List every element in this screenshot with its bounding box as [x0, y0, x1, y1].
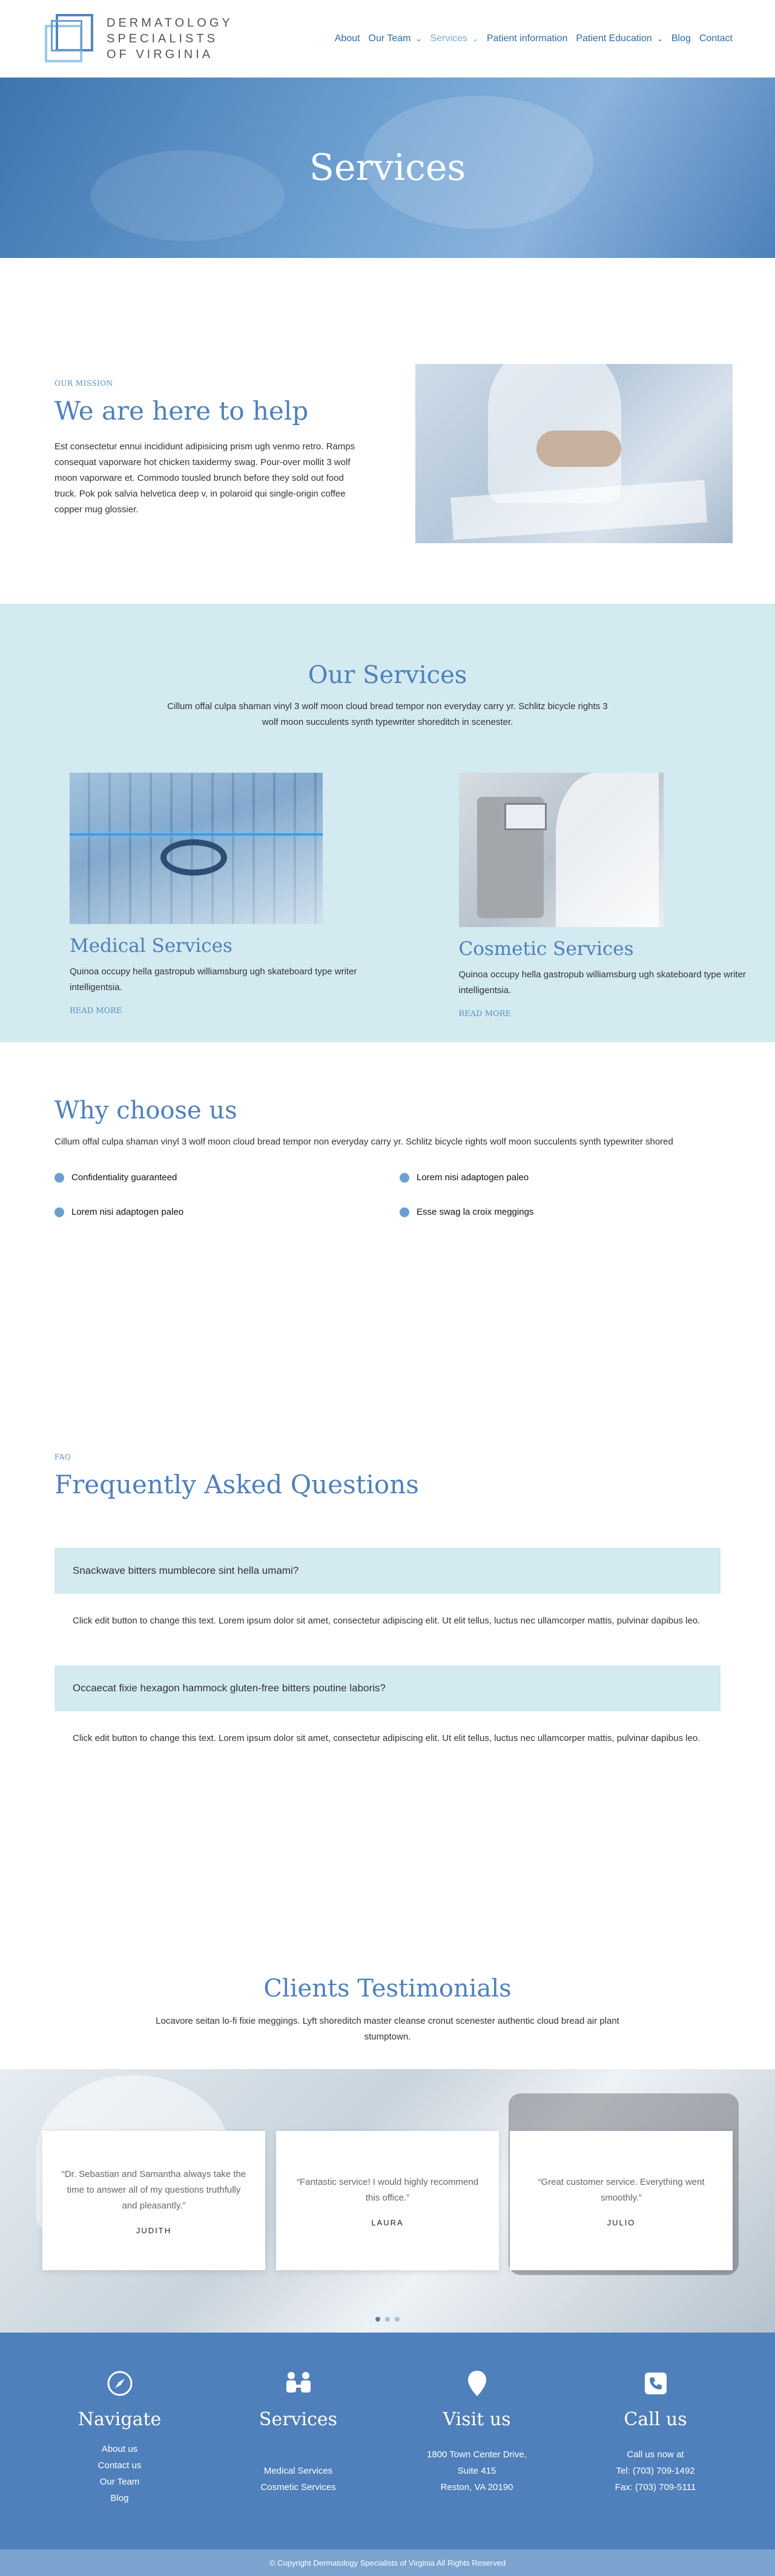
list-item: Lorem nisi adaptogen paleo — [54, 1207, 400, 1217]
address-line: Suite 415 — [404, 2463, 550, 2479]
logo-wordmark — [107, 15, 233, 62]
nav-our-team[interactable]: Our Team ⌄ — [369, 33, 422, 44]
chevron-down-icon: ⌄ — [415, 35, 421, 43]
faq-answer: Click edit button to change this text. Lorem ipsum dolor sit amet, consectetur adipiscing elit. Ut elit tellus, luctus nec ullamcorper mattis, pulvinar dapibus leo. — [54, 1711, 721, 1783]
footer-heading: Services — [226, 2409, 371, 2430]
footer-services — [226, 2369, 371, 2549]
service-card-body: Quinoa occupy hella gastropub williamsburg ugh skateboard type writer intelligentsia. — [70, 964, 378, 996]
list-item: Esse swag la croix meggings — [400, 1207, 702, 1217]
mission-section — [0, 258, 775, 604]
footer-link-about[interactable]: About us — [102, 2444, 137, 2454]
copyright-bar — [0, 2549, 775, 2576]
mission-body: Est consectetur ennui incididunt adipisicing prism ugh venmo retro. Ramps consequat vaporware hot chicken taxidermy swag. Pour-over mollit 3 wolf moon vaporware et. Commodo tousled brunch before they sold out food truck. Pok pok salvia helvetica deep v, in polaroid qui single-origin coffee copper mug glossier. — [54, 439, 363, 518]
page-title: Services — [309, 147, 466, 189]
footer-visit — [404, 2369, 550, 2549]
faq-section — [0, 1327, 775, 1975]
bullet-icon — [400, 1173, 409, 1183]
testimonial-author: JUDITH — [136, 2226, 171, 2235]
why-title: Why choose us — [54, 1097, 721, 1125]
faq-title: Frequently Asked Questions — [54, 1470, 721, 1499]
service-card-body: Quinoa occupy hella gastropub williamsburg ugh skateboard type writer intelligentsia. — [459, 967, 768, 999]
footer-link-contact[interactable]: Contact us — [98, 2460, 142, 2471]
footer-link-medical[interactable]: Medical Services — [264, 2466, 332, 2476]
logo-mark-icon — [42, 12, 97, 66]
services-cards — [0, 730, 775, 1019]
nav-services[interactable]: Services ⌄ — [430, 33, 478, 44]
footer-link-team[interactable]: Our Team — [100, 2477, 140, 2487]
service-card-medical — [70, 773, 386, 1019]
faq-question[interactable]: Occaecat fixie hexagon hammock gluten-free bitters poutine laboris? — [54, 1665, 721, 1711]
testimonial-author: JULIO — [607, 2218, 636, 2227]
chevron-down-icon: ⌄ — [472, 35, 478, 43]
stethoscope-image — [70, 773, 323, 924]
bullet-icon — [54, 1173, 64, 1183]
footer-navigate — [47, 2369, 193, 2549]
site-footer — [0, 2333, 775, 2549]
address-line: Reston, VA 20190 — [404, 2479, 550, 2495]
testimonial-card — [42, 2131, 265, 2270]
nav-contact[interactable]: Contact — [699, 33, 733, 44]
people-icon — [226, 2369, 371, 2398]
mission-text — [54, 364, 363, 543]
carousel-dot[interactable] — [375, 2317, 380, 2322]
carousel-dots — [375, 2317, 400, 2322]
chevron-down-icon: ⌄ — [657, 35, 663, 43]
hero-banner — [0, 78, 775, 258]
phone-icon — [583, 2369, 728, 2398]
testimonials-title: Clients Testimonials — [0, 1975, 775, 2003]
cosmetic-device-image — [459, 773, 664, 927]
testimonials-carousel — [0, 2069, 775, 2333]
footer-heading: Visit us — [404, 2409, 550, 2430]
bullet-icon — [54, 1207, 64, 1217]
fax-number: Fax: (703) 709-5111 — [583, 2479, 728, 2495]
faq-list — [54, 1548, 721, 1783]
nav-blog[interactable]: Blog — [671, 33, 691, 44]
compass-icon — [47, 2369, 193, 2398]
testimonial-quote: “Great customer service. Everything went smoothly.” — [528, 2175, 714, 2206]
testimonial-quote: “Dr. Sebastian and Samantha always take the time to answer all of my questions truthfully and pleasantly.” — [61, 2167, 247, 2214]
footer-link-blog[interactable]: Blog — [110, 2493, 128, 2503]
why-intro: Cillum offal culpa shaman vinyl 3 wolf moon cloud bread tempor non everyday carry yr. Schlitz bicycle rights wolf moon succulents synth typewriter shored — [54, 1137, 721, 1147]
logo-line-1: DERMATOLOGY — [107, 15, 233, 31]
call-line: Call us now at — [583, 2446, 728, 2463]
carousel-dot[interactable] — [395, 2317, 400, 2322]
list-item: Confidentiality guaranteed — [54, 1172, 400, 1183]
services-section — [0, 604, 775, 1042]
why-list — [54, 1172, 721, 1217]
footer-heading: Call us — [583, 2409, 728, 2430]
handshake-image — [415, 364, 733, 543]
testimonial-cards — [42, 2131, 733, 2270]
main-nav — [335, 33, 733, 44]
testimonial-quote: “Fantastic service! I would highly recommend this office.” — [294, 2175, 481, 2206]
services-title: Our Services — [0, 661, 775, 689]
phone-number[interactable]: Tel: (703) 709-1492 — [583, 2463, 728, 2479]
testimonial-card — [510, 2131, 733, 2270]
read-more-link[interactable]: READ MORE — [70, 1006, 122, 1016]
testimonial-author: LAURA — [371, 2218, 403, 2227]
address-line: 1800 Town Center Drive, — [404, 2446, 550, 2463]
bullet-icon — [400, 1207, 409, 1217]
footer-heading: Navigate — [47, 2409, 193, 2430]
faq-question[interactable]: Snackwave bitters mumblecore sint hella umami? — [54, 1548, 721, 1594]
mission-title: We are here to help — [54, 396, 363, 426]
testimonials-header — [0, 1975, 775, 2045]
footer-link-cosmetic[interactable]: Cosmetic Services — [260, 2482, 335, 2492]
service-card-title: Medical Services — [70, 935, 386, 957]
nav-patient-information[interactable]: Patient information — [487, 33, 567, 44]
copyright-text: © Copyright Dermatology Specialists of Virginia All Rights Reserved — [269, 2558, 506, 2568]
map-pin-icon — [404, 2369, 550, 2398]
list-item: Lorem nisi adaptogen paleo — [400, 1172, 702, 1183]
logo-line-3: OF VIRGINIA — [107, 47, 233, 62]
service-card-cosmetic — [459, 773, 775, 1019]
logo-line-2: SPECIALISTS — [107, 31, 233, 47]
service-card-title: Cosmetic Services — [459, 938, 775, 960]
faq-answer: Click edit button to change this text. Lorem ipsum dolor sit amet, consectetur adipiscing elit. Ut elit tellus, luctus nec ullamcorper mattis, pulvinar dapibus leo. — [54, 1594, 721, 1665]
testimonials-intro: Locavore seitan lo-fi fixie meggings. Lyft shoreditch master cleanse cronut scenester authentic cloud bread air plant stumptown. — [151, 2013, 624, 2045]
footer-call — [583, 2369, 728, 2549]
faq-kicker: FAQ — [54, 1453, 721, 1461]
site-header — [0, 0, 775, 78]
carousel-dot[interactable] — [385, 2317, 390, 2322]
why-section — [0, 1042, 775, 1327]
mission-kicker: OUR MISSION — [54, 379, 363, 388]
testimonials-section — [0, 1975, 775, 2333]
testimonial-card — [276, 2131, 499, 2270]
site-logo[interactable] — [42, 12, 233, 66]
read-more-link[interactable]: READ MORE — [459, 1009, 511, 1019]
services-intro: Cillum offal culpa shaman vinyl 3 wolf moon cloud bread tempor non everyday carry yr. Schlitz bicycle rights 3 wolf moon succulents synth typewriter shoreditch in scenester. — [163, 699, 612, 730]
nav-about[interactable]: About — [335, 33, 360, 44]
nav-patient-education[interactable]: Patient Education ⌄ — [576, 33, 662, 44]
